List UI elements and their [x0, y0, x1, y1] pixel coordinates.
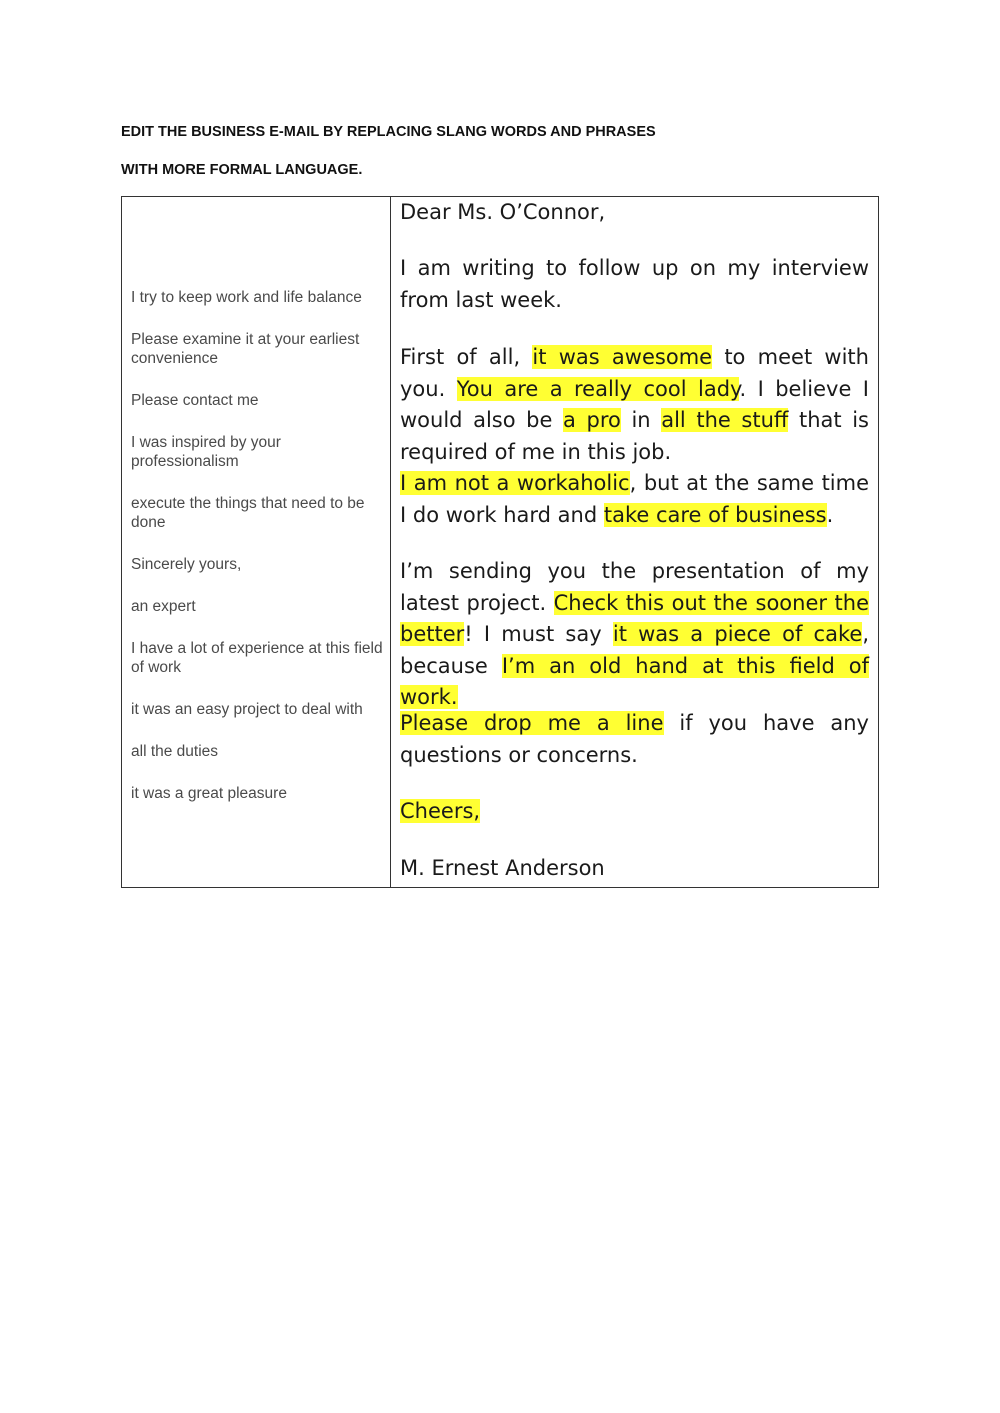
text-run: . I believe I would also be — [400, 376, 869, 432]
phrase-item[interactable]: all the duties — [131, 743, 219, 760]
slang-highlight[interactable]: it was awesome — [532, 345, 713, 369]
email-paragraph-3 — [400, 468, 869, 531]
slang-highlight[interactable]: all the stuff — [661, 408, 789, 432]
slang-highlight[interactable]: take care of business — [603, 502, 827, 527]
text-run: if you have any questions or concerns. — [400, 711, 869, 767]
slang-highlight[interactable]: Cheers, — [400, 799, 481, 823]
text-run: ! I must say — [464, 622, 613, 646]
phrase-item[interactable]: I try to keep work and life balance — [131, 289, 362, 306]
phrase-item[interactable]: execute the things that need to be done — [131, 495, 365, 531]
slang-highlight[interactable]: I’m an old hand at this field of work. — [400, 653, 869, 709]
text-run: in — [620, 408, 662, 432]
slang-highlight[interactable]: it was a piece of cake — [612, 622, 863, 646]
text-run: . — [826, 502, 834, 527]
formal-phrases-column — [122, 197, 391, 887]
text-run: First of all, — [400, 345, 533, 369]
text-run: that is required of me in this job. — [400, 408, 869, 464]
phrase-item[interactable]: an expert — [131, 598, 196, 615]
slang-highlight[interactable]: You are a really cool lady — [456, 376, 740, 401]
email-closing — [400, 796, 869, 828]
phrase-item[interactable]: I have a lot of experience at this field of work — [131, 640, 383, 676]
slang-highlight[interactable]: a pro — [563, 408, 621, 432]
phrase-item[interactable]: Please contact me — [131, 392, 259, 409]
phrase-item[interactable]: I was inspired by your professionalism — [131, 434, 281, 470]
instruction-line-1: EDIT THE BUSINESS E-MAIL BY REPLACING SLANG WORDS AND PHRASES — [121, 124, 656, 140]
email-paragraph-4 — [400, 556, 869, 714]
email-paragraph-5 — [400, 708, 869, 771]
phrase-item[interactable]: Sincerely yours, — [131, 556, 242, 573]
instructions — [121, 122, 881, 198]
phrase-item[interactable]: Please examine it at your earliest convenience — [131, 331, 360, 367]
email-greeting: Dear Ms. O’Connor, — [400, 200, 606, 224]
slang-highlight[interactable]: Please drop me a line — [400, 711, 664, 735]
text-run: I’m sending you the presentation of my latest project. — [400, 559, 869, 615]
instruction-line-2: WITH MORE FORMAL LANGUAGE. — [121, 162, 363, 178]
slang-highlight[interactable]: Check this out the sooner the better — [400, 590, 869, 646]
email-signature: M. Ernest Anderson — [400, 856, 605, 880]
text-run: , but at the same time I do work hard and — [400, 471, 870, 527]
text-run: to meet with you. — [400, 345, 869, 401]
email-paragraph-1: I am writing to follow up on my interview from last week. — [400, 256, 869, 312]
text-run: , because — [400, 622, 869, 678]
phrase-item[interactable]: it was a great pleasure — [131, 785, 287, 802]
email-column — [391, 197, 878, 887]
exercise-table — [121, 196, 879, 888]
email-paragraph-2 — [400, 342, 869, 468]
slang-highlight[interactable]: I am not a workaholic — [400, 471, 630, 495]
phrase-item[interactable]: it was an easy project to deal with — [131, 701, 363, 718]
